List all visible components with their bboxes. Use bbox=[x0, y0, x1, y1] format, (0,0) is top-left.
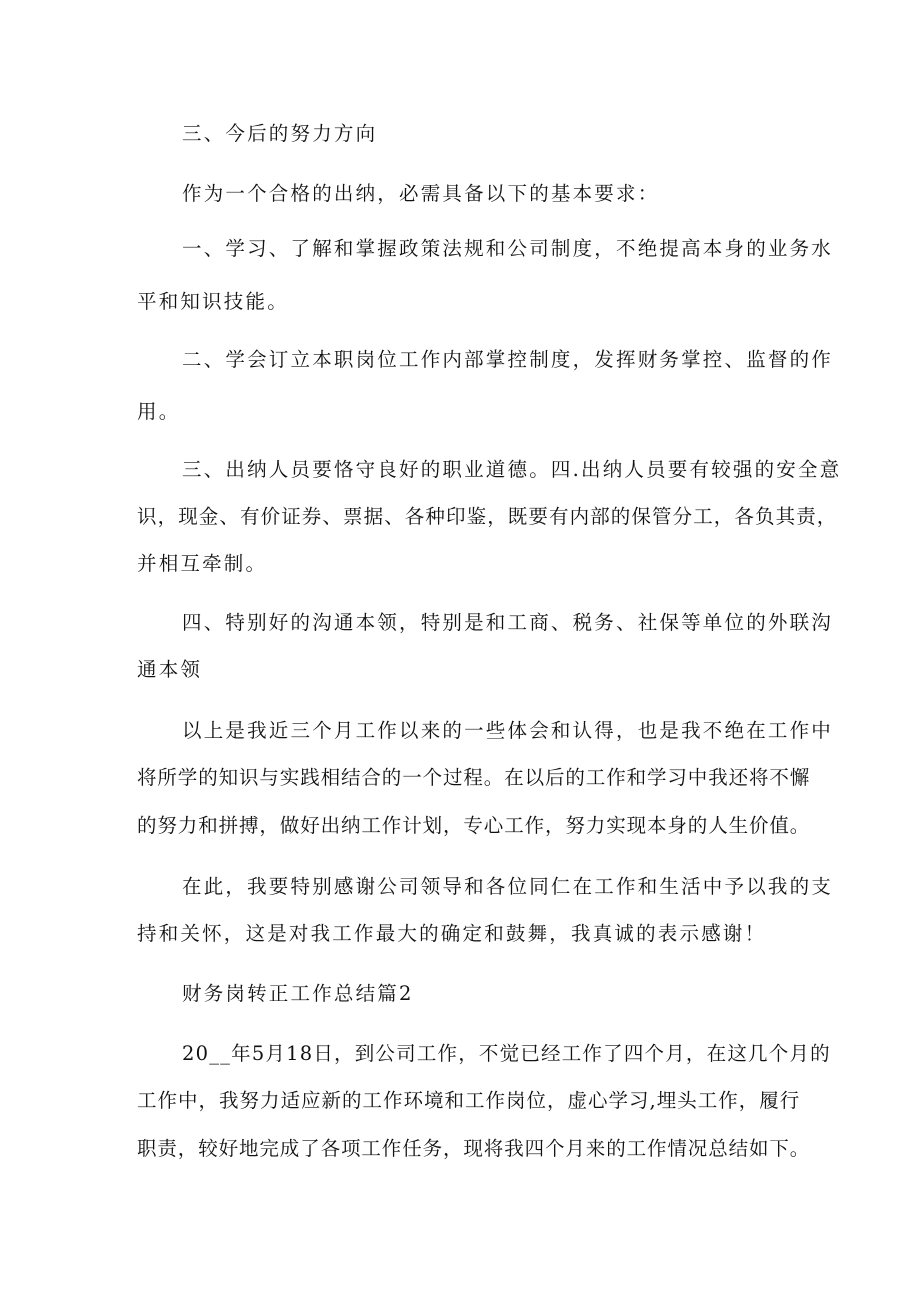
heading-future-direction: 三、今后的努力方向 bbox=[182, 122, 378, 145]
paragraph-line: 识，现金、有价证券、票据、各种印鉴，既要有内部的保管分工，各负其责， bbox=[137, 505, 838, 528]
paragraph-line: 用。 bbox=[137, 400, 181, 423]
paragraph-line: 二、学会订立本职岗位工作内部掌控制度，发挥财务掌控、监督的作 bbox=[182, 348, 834, 371]
paragraph-line: 20__年5月18日，到公司工作，不觉已经工作了四个月，在这几个月的 bbox=[182, 1042, 831, 1065]
paragraph-line: 通本领 bbox=[137, 658, 203, 681]
paragraph-line: 并相互牵制。 bbox=[137, 552, 268, 575]
paragraph-line: 一、学习、了解和掌握政策法规和公司制度，不绝提高本身的业务水 bbox=[182, 237, 834, 260]
paragraph-line: 三、出纳人员要恪守良好的职业道德。四.出纳人员要有较强的安全意 bbox=[182, 458, 842, 481]
paragraph-line: 工作中，我努力适应新的工作环境和工作岗位，虚心学习,埋头工作，履行 bbox=[137, 1089, 801, 1112]
paragraph-line: 的努力和拼搏，做好出纳工作计划，专心工作，努力实现本身的人生价值。 bbox=[137, 814, 811, 837]
paragraph-line: 在此，我要特别感谢公司领导和各位同仁在工作和生活中予以我的支 bbox=[182, 875, 834, 898]
paragraph-line: 职责，较好地完成了各项工作任务，现将我四个月来的工作情况总结如下。 bbox=[137, 1137, 811, 1160]
section-title: 财务岗转正工作总结篇2 bbox=[182, 982, 414, 1005]
paragraph-line: 以上是我近三个月工作以来的一些体会和认得，也是我不绝在工作中 bbox=[182, 719, 834, 742]
paragraph-line: 四、特别好的沟通本领，特别是和工商、税务、社保等单位的外联沟 bbox=[182, 611, 834, 634]
paragraph-line: 平和知识技能。 bbox=[137, 290, 289, 313]
paragraph-line: 将所学的知识与实践相结合的一个过程。在以后的工作和学习中我还将不懈 bbox=[137, 766, 811, 789]
paragraph-line: 作为一个合格的出纳，必需具备以下的基本要求： bbox=[182, 182, 660, 205]
paragraph-line: 持和关怀，这是对我工作最大的确定和鼓舞，我真诚的表示感谢！ bbox=[137, 922, 767, 945]
